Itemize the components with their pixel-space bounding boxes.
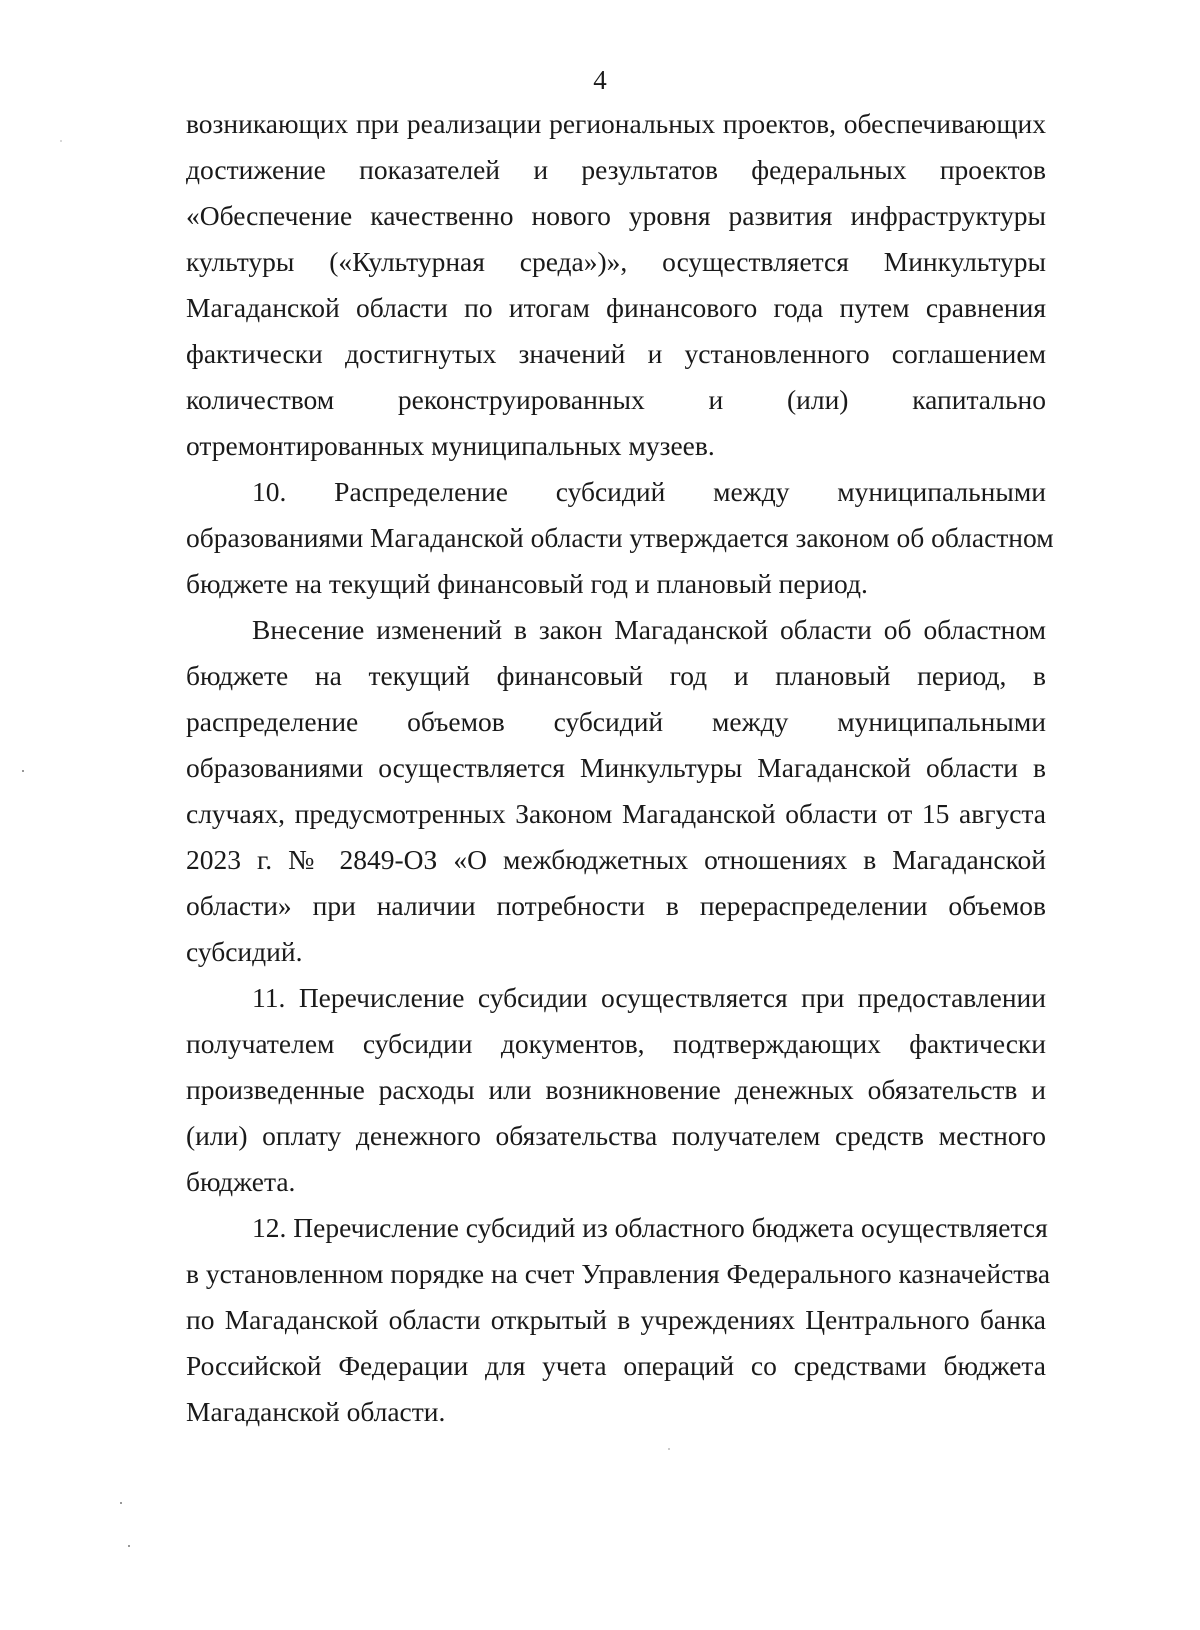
- text-line: (или) оплату денежного обязательства получателем средств местного: [186, 1120, 1046, 1151]
- paragraph-item-11: [186, 975, 1046, 1205]
- document-body: [186, 101, 1054, 1435]
- text-line: Магаданской области.: [186, 1396, 446, 1427]
- text-line: образованиями Магаданской области утверждается законом об областном: [186, 522, 1054, 553]
- text-line: Магаданской области по итогам финансового года путем сравнения: [186, 292, 1046, 323]
- scan-speck: [22, 770, 24, 772]
- text-line: бюджете на текущий финансовый год и плановый период.: [186, 568, 868, 599]
- scan-speck: [120, 1502, 122, 1504]
- text-line: области» при наличии потребности в перераспределении объемов: [186, 890, 1046, 921]
- text-line: отремонтированных муниципальных музеев.: [186, 430, 715, 461]
- scan-speck: [128, 1545, 130, 1547]
- text-line: 11. Перечисление субсидии осуществляется при предоставлении: [252, 982, 1046, 1013]
- text-line: Внесение изменений в закон Магаданской области об областном: [252, 614, 1046, 645]
- text-line: 10. Распределение субсидий между муниципальными: [252, 476, 1046, 507]
- paragraph-item-12: [186, 1205, 1051, 1435]
- paragraph-continuation: [186, 101, 1046, 469]
- text-line: в установленном порядке на счет Управления Федерального казначейства: [186, 1258, 1051, 1289]
- text-line: достижение показателей и результатов федеральных проектов: [186, 154, 1046, 185]
- text-line: возникающих при реализации региональных проектов, обеспечивающих: [186, 108, 1046, 139]
- text-line: получателем субсидии документов, подтверждающих фактически: [186, 1028, 1046, 1059]
- text-line: бюджете на текущий финансовый год и плановый период, в: [186, 660, 1046, 691]
- text-line: бюджета.: [186, 1166, 296, 1197]
- page-number: 4: [593, 65, 607, 95]
- scan-speck: [668, 1448, 670, 1450]
- text-line: количеством реконструированных и (или) капитально: [186, 384, 1046, 415]
- text-line: 12. Перечисление субсидий из областного бюджета осуществляется: [252, 1212, 1048, 1243]
- text-line: по Магаданской области открытый в учреждениях Центрального банка: [186, 1304, 1046, 1335]
- text-line: фактически достигнутых значений и установленного соглашением: [186, 338, 1046, 369]
- text-line: 2023 г. № 2849-ОЗ «О межбюджетных отношениях в Магаданской: [186, 844, 1046, 875]
- scan-speck: [60, 140, 62, 142]
- text-line: субсидий.: [186, 936, 303, 967]
- text-line: культуры («Культурная среда»)», осуществляется Минкультуры: [186, 246, 1046, 277]
- text-line: произведенные расходы или возникновение денежных обязательств и: [186, 1074, 1046, 1105]
- paragraph-amendments: [186, 607, 1046, 975]
- text-line: Российской Федерации для учета операций со средствами бюджета: [186, 1350, 1046, 1381]
- text-line: случаях, предусмотренных Законом Магаданской области от 15 августа: [186, 798, 1046, 829]
- paragraph-item-10: [186, 469, 1054, 607]
- text-line: «Обеспечение качественно нового уровня развития инфраструктуры: [186, 200, 1046, 231]
- text-line: распределение объемов субсидий между муниципальными: [186, 706, 1046, 737]
- text-line: образованиями осуществляется Минкультуры Магаданской области в: [186, 752, 1046, 783]
